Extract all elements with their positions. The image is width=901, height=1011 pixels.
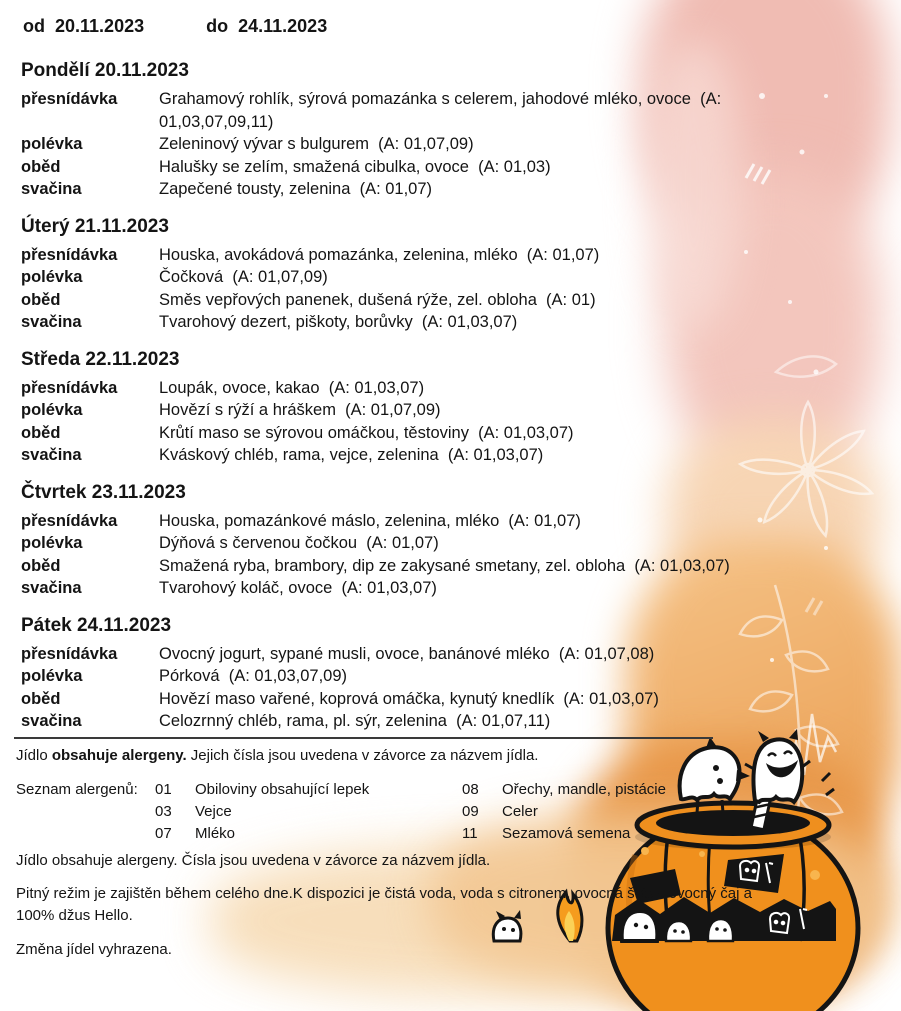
meal-label: oběd bbox=[21, 556, 61, 575]
meal-label: oběd bbox=[21, 157, 61, 176]
meal-text: Pórková (A: 01,03,07,09) bbox=[159, 667, 348, 685]
meal-label: polévka bbox=[21, 667, 83, 685]
meal-text: Ovocný jogurt, sypané musli, ovoce, banánové mléko (A: 01,07,08) bbox=[159, 644, 655, 663]
allergen-note-bold: obsahuje alergeny. bbox=[51, 746, 187, 764]
meal-text: Směs vepřových panenek, dušená rýže, zel. obloha (A: 01) bbox=[159, 290, 596, 309]
meal-row bbox=[21, 133, 836, 156]
meal-label: oběd bbox=[21, 290, 61, 309]
meal-label: přesnídávka bbox=[21, 511, 118, 530]
divider bbox=[14, 737, 713, 739]
meal-row bbox=[21, 377, 836, 400]
meal-label: svačina bbox=[21, 712, 82, 730]
meal-row bbox=[21, 532, 836, 555]
meal-row bbox=[21, 289, 836, 312]
allergen-code: 03 bbox=[155, 802, 172, 820]
meal-row bbox=[21, 244, 836, 267]
allergen-code: 09 bbox=[462, 802, 479, 820]
allergen-name: Mléko bbox=[195, 824, 236, 842]
allergen-note-secondary: Jídlo obsahuje alergeny. Čísla jsou uvedena v závorce za názvem jídla. bbox=[16, 851, 491, 869]
meal-label: svačina bbox=[21, 579, 82, 597]
meal-text: Krůtí maso se sýrovou omáčkou, těstoviny (A: 01,03,07) bbox=[159, 423, 574, 442]
meal-row bbox=[21, 399, 836, 422]
meal-label: polévka bbox=[21, 534, 83, 552]
meal-label: polévka bbox=[21, 401, 83, 419]
meal-label: přesnídávka bbox=[21, 90, 118, 108]
meal-row bbox=[21, 710, 836, 733]
meal-label: polévka bbox=[21, 135, 83, 153]
day-title: Pondělí 20.11.2023 bbox=[21, 60, 189, 81]
date-from-label: od bbox=[23, 16, 45, 36]
meal-row bbox=[21, 555, 836, 578]
day-section-wednesday bbox=[16, 347, 836, 467]
day-section-monday bbox=[16, 58, 836, 201]
meal-label: oběd bbox=[21, 689, 61, 708]
meal-label: přesnídávka bbox=[21, 245, 118, 264]
meal-text: Tvarohový koláč, ovoce (A: 01,03,07) bbox=[159, 579, 437, 597]
meal-label: polévka bbox=[21, 268, 83, 286]
meal-row bbox=[21, 643, 836, 666]
date-to-value: 24.11.2023 bbox=[238, 16, 328, 36]
date-range bbox=[16, 15, 836, 37]
meal-text: Čočková (A: 01,07,09) bbox=[159, 268, 328, 286]
meal-text: Dýňová s červenou čočkou (A: 01,07) bbox=[159, 534, 439, 552]
meal-text: Hovězí maso vařené, koprová omáčka, kynutý knedlík (A: 01,03,07) bbox=[159, 689, 659, 708]
meal-label: oběd bbox=[21, 423, 61, 442]
meal-row bbox=[21, 156, 836, 179]
day-title: Čtvrtek 23.11.2023 bbox=[21, 481, 186, 503]
meal-row bbox=[21, 577, 836, 600]
drinks-note: Pitný režim je zajištěn během celého dne.K dispozici je čistá voda, voda s citronem, ovocná šťáva ovocný čaj a 100% džus Hello. bbox=[16, 884, 757, 924]
day-title: Středa 22.11.2023 bbox=[21, 348, 180, 370]
meal-text: Houska, avokádová pomazánka, zelenina, mléko (A: 01,07) bbox=[159, 245, 600, 264]
meal-text: Zapečené tousty, zelenina (A: 01,07) bbox=[159, 180, 433, 198]
footer bbox=[16, 746, 836, 959]
meal-row bbox=[21, 178, 836, 201]
meal-row bbox=[21, 266, 836, 289]
meal-row bbox=[21, 665, 836, 688]
meal-text: Tvarohový dezert, piškoty, borůvky (A: 01,03,07) bbox=[159, 313, 518, 331]
day-section-friday bbox=[16, 613, 836, 733]
day-section-tuesday bbox=[16, 214, 836, 334]
meal-label: svačina bbox=[21, 313, 82, 331]
meal-text: Houska, pomazánkové máslo, zelenina, mléko (A: 01,07) bbox=[159, 511, 581, 530]
allergen-code: 11 bbox=[462, 824, 478, 842]
meal-text: Grahamový rohlík, sýrová pomazánka s celerem, jahodové mléko, ovoce (A: 01,03,07,09,11) bbox=[159, 90, 726, 131]
change-note: Změna jídel vyhrazena. bbox=[16, 940, 172, 958]
day-title: Pátek 24.11.2023 bbox=[21, 614, 172, 636]
meal-row bbox=[21, 422, 836, 445]
allergen-name: Obiloviny obsahující lepek bbox=[195, 780, 370, 798]
meal-row bbox=[21, 88, 836, 133]
allergen-name: Ořechy, mandle, pistácie bbox=[502, 780, 666, 798]
allergen-note-rest: Jejich čísla jsou uvedena v závorce za názvem jídla. bbox=[186, 746, 539, 764]
allergen-code: 01 bbox=[155, 780, 172, 798]
allergen-note-prefix: Jídlo bbox=[16, 746, 52, 764]
meal-row bbox=[21, 688, 836, 711]
meal-label: přesnídávka bbox=[21, 644, 118, 663]
allergen-name: Celer bbox=[502, 802, 538, 820]
allergen-code: 08 bbox=[462, 780, 479, 798]
allergen-name: Vejce bbox=[195, 802, 232, 820]
allergen-note bbox=[16, 746, 836, 765]
day-section-thursday bbox=[16, 480, 836, 600]
meal-label: svačina bbox=[21, 180, 82, 198]
meal-text: Hovězí s rýží a hráškem (A: 01,07,09) bbox=[159, 401, 441, 419]
date-to-label: do bbox=[206, 16, 229, 36]
meal-label: přesnídávka bbox=[21, 378, 118, 397]
meal-row bbox=[21, 510, 836, 533]
meal-text: Halušky se zelím, smažená cibulka, ovoce (A: 01,03) bbox=[159, 157, 551, 176]
meal-row bbox=[21, 311, 836, 334]
allergen-code: 07 bbox=[155, 824, 172, 842]
meal-text: Kváskový chléb, rama, vejce, zelenina (A: 01,03,07) bbox=[159, 446, 544, 464]
meal-text: Loupák, ovoce, kakao (A: 01,03,07) bbox=[159, 378, 425, 397]
meal-text: Smažená ryba, brambory, dip ze zakysané smetany, zel. obloha (A: 01,03,07) bbox=[159, 556, 730, 575]
meal-text: Celozrnný chléb, rama, pl. sýr, zelenina (A: 01,07,11) bbox=[159, 712, 551, 730]
meal-row bbox=[21, 444, 836, 467]
allergen-name: Sezamová semena bbox=[502, 824, 631, 842]
meal-text: Zeleninový vývar s bulgurem (A: 01,07,09) bbox=[159, 135, 474, 153]
day-title: Úterý 21.11.2023 bbox=[21, 215, 169, 237]
date-from-value: 20.11.2023 bbox=[55, 16, 145, 36]
allergen-table bbox=[16, 779, 836, 845]
allergen-list-label: Seznam alergenů: bbox=[16, 780, 138, 798]
meal-label: svačina bbox=[21, 446, 82, 464]
